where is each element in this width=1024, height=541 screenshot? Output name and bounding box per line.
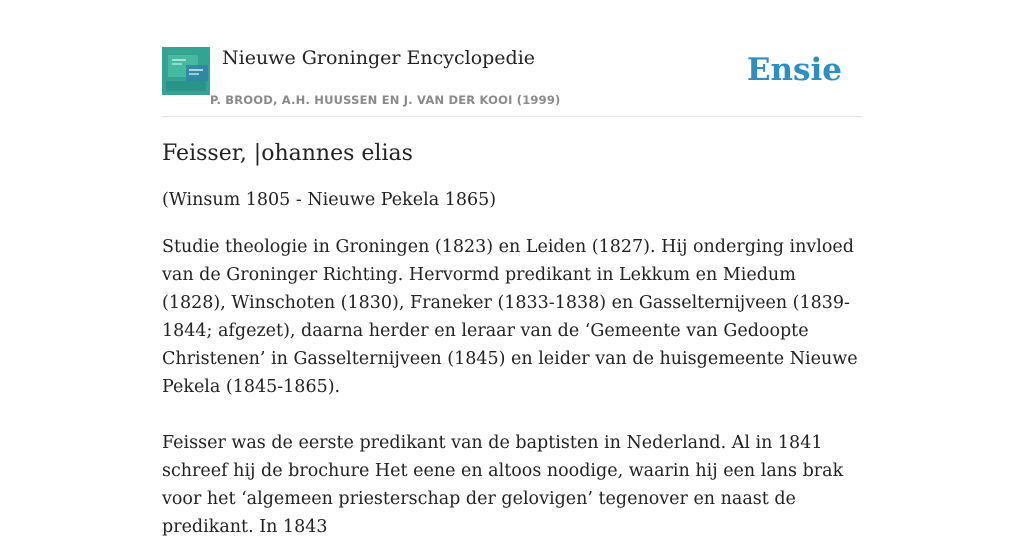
article [162,136,862,541]
source-title[interactable]: Nieuwe Groninger Encyclopedie [222,47,536,69]
ensie-logo-link[interactable]: Ensie [746,52,842,88]
article-title: Feisser, |ohannes elias [162,141,413,166]
article-paragraph: Feisser was de eerste predikant van de baptisten in Nederland. Al in 1841 schreef hij de brochure Het eene en altoos noodige, waarin hij een lans brak voor het ‘algemeen priesterschap der gelovigen’ tegenover en naast de predikant. In 1843 [162,433,844,537]
book-cover-icon [162,47,210,95]
source-authors: P. BROOD, A.H. HUUSSEN EN J. VAN DER KOOI (1999) [210,93,561,107]
source-header [162,46,862,117]
encyclopedia-cover-image[interactable] [162,47,210,95]
article-paragraph: Studie theologie in Groningen (1823) en Leiden (1827). Hij onderging invloed van de Groninger Richting. Hervormd predikant in Lekkum en Miedum (1828), Winschoten (1830), Franeker (1833-1838) en Gasselternijveen (1839-1844; afgezet), daarna herder en leraar van de ‘Gemeente van Gedoopte Christenen’ in Gasselternijveen (1845) en leider van de huisgemeente Nieuwe Pekela (1845-1865). [162,237,858,397]
article-lifespan: (Winsum 1805 - Nieuwe Pekela 1865) [162,190,497,210]
